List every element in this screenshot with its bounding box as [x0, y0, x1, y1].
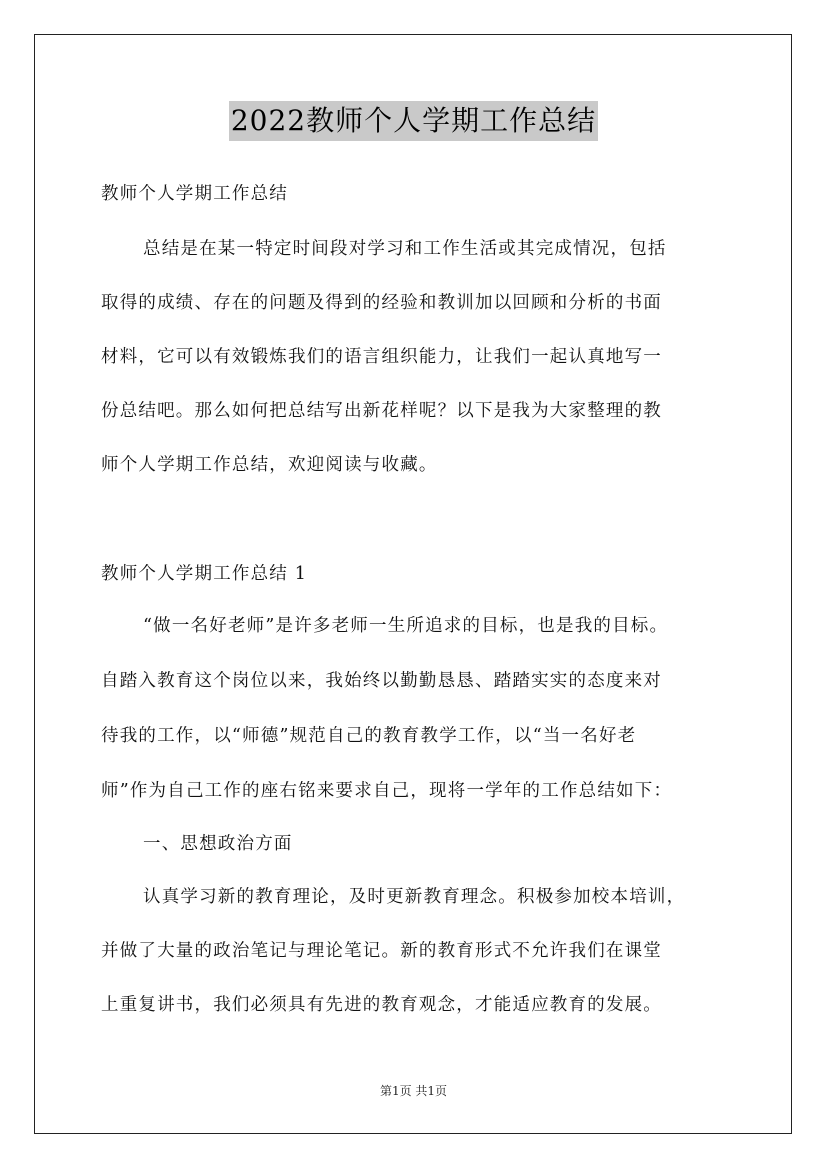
section-line: 自踏入教育这个岗位以来，我始终以勤勤恳恳、踏踏实实的态度来对: [101, 671, 662, 691]
section-line: 师”作为自己工作的座右铭来要求自己，现将一学年的工作总结如下：: [101, 781, 673, 801]
intro-line: 份总结吧。那么如何把总结写出新花样呢？以下是我为大家整理的教: [101, 401, 662, 421]
section-heading: 教师个人学期工作总结 1: [101, 564, 308, 584]
document-subtitle: 教师个人学期工作总结: [101, 184, 288, 204]
page-footer: 第1页 共1页: [379, 1084, 448, 1098]
intro-line: 材料，它可以有效锻炼我们的语言组织能力，让我们一起认真地写一: [101, 347, 662, 367]
title-container: [0, 101, 827, 141]
intro-line: 总结是在某一特定时间段对学习和工作生活或其完成情况，包括: [143, 239, 667, 259]
paragraph-line: 并做了大量的政治笔记与理论笔记。新的教育形式不允许我们在课堂: [101, 941, 662, 961]
document-title: 2022教师个人学期工作总结: [229, 101, 598, 141]
section-line: 待我的工作，以“师德”规范自己的教育教学工作，以“当一名好老: [101, 726, 637, 746]
subheading: 一、思想政治方面: [143, 834, 293, 854]
section-line: “做一名好老师”是许多老师一生所追求的目标，也是我的目标。: [143, 616, 669, 636]
paragraph-line: 认真学习新的教育理论，及时更新教育理念。积极参加校本培训，: [143, 887, 686, 907]
intro-line: 师个人学期工作总结，欢迎阅读与收藏。: [101, 455, 438, 475]
paragraph-line: 上重复讲书，我们必须具有先进的教育观念，才能适应教育的发展。: [101, 995, 662, 1015]
intro-line: 取得的成绩、存在的问题及得到的经验和教训加以回顾和分析的书面: [101, 293, 662, 313]
